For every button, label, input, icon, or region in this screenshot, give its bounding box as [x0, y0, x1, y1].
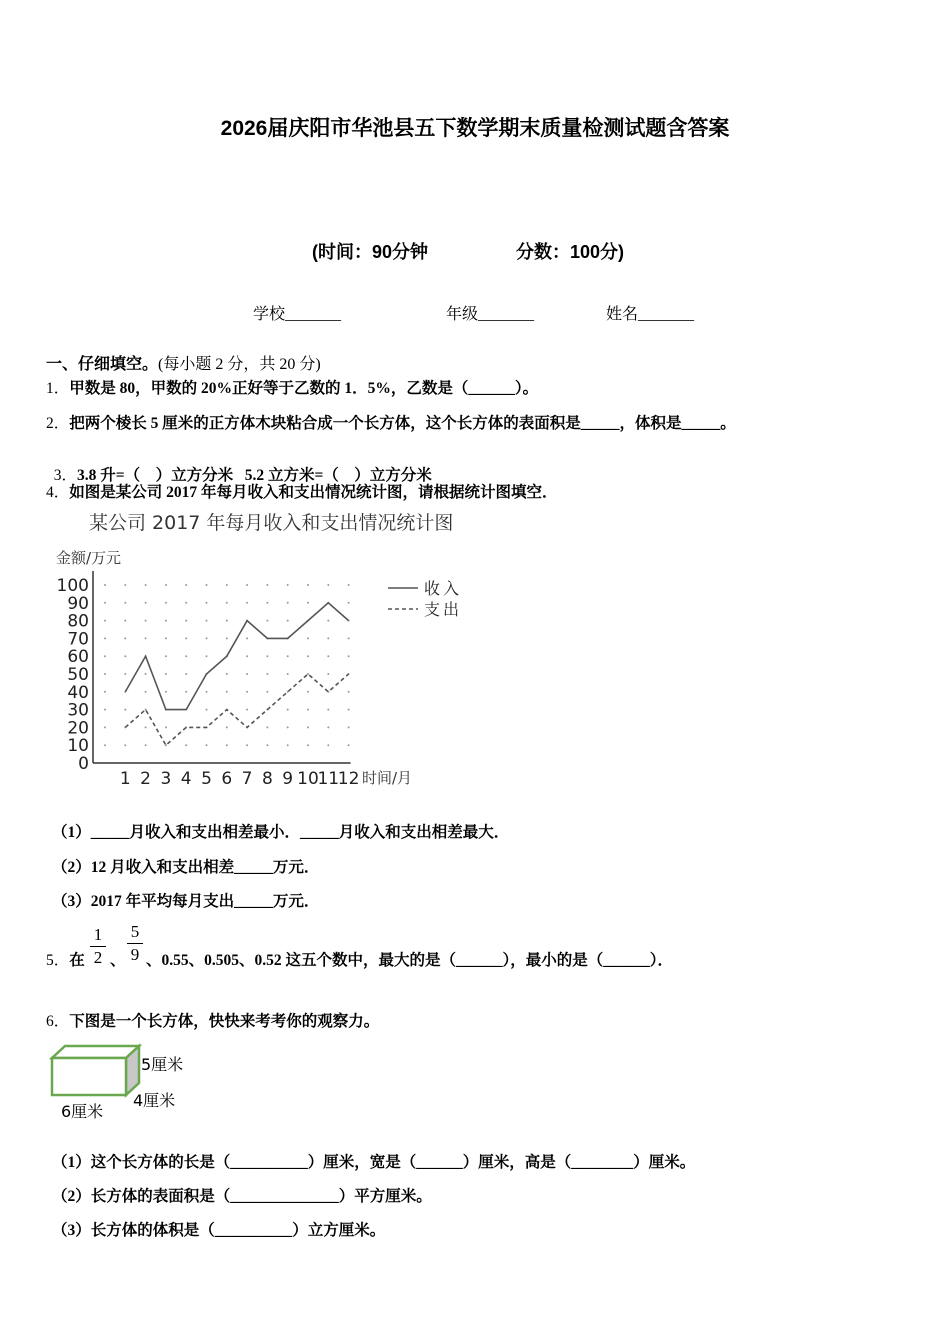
grid-dot [104, 584, 106, 586]
question-4-sub-3: （3）2017 年平均每月支出_____万元． [52, 893, 320, 910]
grid-dot [327, 744, 329, 746]
fraction-bar [127, 943, 143, 944]
grid-dot [246, 709, 248, 711]
grid-dot [307, 602, 309, 604]
y-tick-label: 0 [78, 754, 89, 774]
grid-dot [124, 602, 126, 604]
grid-dot [185, 602, 187, 604]
question-4 [46, 480, 558, 502]
grid-dot [266, 726, 268, 728]
grid-dot [287, 584, 289, 586]
y-tick-label: 80 [67, 611, 89, 632]
grid-dot [206, 602, 208, 604]
grid-dot [165, 744, 167, 746]
series-line-expense [125, 674, 348, 745]
grid-dot [104, 673, 106, 675]
series-line-income [125, 603, 348, 710]
fraction-denominator: 9 [130, 945, 140, 964]
question-4-sub-1: （1）_____月收入和支出相差最小．_____月收入和支出相差最大． [52, 824, 510, 841]
grid-dot [287, 726, 289, 728]
grid-dot [104, 709, 106, 711]
grid-dot [124, 673, 126, 675]
grid-dot [348, 637, 350, 639]
x-tick-label: 11 [317, 769, 340, 789]
question-6-sub-3: （3）长方体的体积是（__________）立方厘米。 [52, 1222, 386, 1239]
grid-dot [165, 637, 167, 639]
cuboid-width-label: 4厘米 [133, 1091, 176, 1110]
grid-dot [165, 584, 167, 586]
question-6-sub-1: （1）这个长方体的长是（__________）厘米，宽是（______）厘米，高是（________）厘米。 [52, 1154, 696, 1171]
grid-dot [266, 584, 268, 586]
grid-dot [104, 602, 106, 604]
question-6-sub-2: （2）长方体的表面积是（______________）平方厘米。 [52, 1188, 432, 1205]
grid-dot [185, 584, 187, 586]
grid-dot [348, 691, 350, 693]
question-number: 1． [46, 380, 70, 397]
grid-dot [124, 744, 126, 746]
y-tick-label: 90 [67, 593, 89, 614]
grid-dot [206, 709, 208, 711]
chart-title: 某公司 2017 年每月收入和支出情况统计图 [89, 512, 454, 534]
legend-label: 收入 [424, 579, 463, 598]
grid-dot [185, 655, 187, 657]
grid-dot [206, 744, 208, 746]
grid-dot [104, 655, 106, 657]
y-tick-label: 40 [67, 682, 89, 703]
grid-dot [307, 709, 309, 711]
grid-dot [307, 691, 309, 693]
fraction-separator: 、 [110, 952, 126, 969]
grid-dot [246, 655, 248, 657]
grid-dot [327, 637, 329, 639]
section-note: (每小题 2 分，共 20 分) [158, 356, 321, 373]
x-tick-label: 3 [160, 769, 172, 789]
grid-dot [246, 584, 248, 586]
question-5 [46, 948, 85, 970]
grid-dot [104, 744, 106, 746]
grid-dot [348, 602, 350, 604]
grid-dot [266, 655, 268, 657]
grid-dot [124, 620, 126, 622]
grid-dot [124, 584, 126, 586]
grid-dot [287, 744, 289, 746]
grid-dot [226, 691, 228, 693]
grid-dot [165, 673, 167, 675]
grid-dot [206, 637, 208, 639]
grid-dot [206, 584, 208, 586]
y-tick-label: 10 [67, 736, 89, 757]
grid-dot [165, 691, 167, 693]
grid-dot [165, 726, 167, 728]
question-number: 5． [46, 952, 70, 969]
question-number: 3． [53, 467, 78, 484]
question-number: 6． [46, 1013, 70, 1030]
grid-dot [287, 673, 289, 675]
y-tick-label: 70 [67, 629, 89, 650]
grid-dot [165, 620, 167, 622]
question-number: 2． [46, 415, 70, 432]
income-expense-line-chart [40, 505, 480, 795]
grid-dot [185, 691, 187, 693]
grid-dot [124, 709, 126, 711]
grid-dot [287, 602, 289, 604]
grid-dot [206, 691, 208, 693]
grid-dot [185, 637, 187, 639]
x-tick-label: 8 [261, 769, 273, 789]
section-title: 一、仔细填空。 [46, 356, 159, 373]
grid-dot [307, 726, 309, 728]
fraction-one-half [90, 925, 106, 968]
y-tick-label: 20 [67, 718, 89, 739]
x-tick-label: 1 [119, 769, 131, 789]
grid-dot [327, 709, 329, 711]
cuboid-length-label: 6厘米 [61, 1102, 104, 1121]
grid-dot [145, 726, 147, 728]
question-4-sub-2: （2）12 月收入和支出相差_____万元． [52, 859, 320, 876]
section-heading [46, 351, 321, 374]
grid-dot [327, 620, 329, 622]
grade-field[interactable]: 年级_______ [446, 306, 535, 323]
grid-dot [165, 602, 167, 604]
x-tick-label: 9 [282, 769, 294, 789]
question-text: 下图是一个长方体，快快来考考你的观察力。 [69, 1013, 380, 1030]
grid-dot [246, 602, 248, 604]
question-prefix: 在 [69, 952, 85, 969]
fraction-numerator: 5 [130, 922, 140, 941]
grid-dot [246, 691, 248, 693]
grid-dot [327, 655, 329, 657]
grid-dot [327, 584, 329, 586]
school-field[interactable]: 学校_______ [253, 306, 342, 323]
y-tick-label: 30 [67, 700, 89, 721]
y-tick-label: 50 [67, 665, 89, 685]
grid-dot [307, 655, 309, 657]
question-6 [46, 1009, 379, 1031]
grid-dot [185, 673, 187, 675]
question-number: 4． [46, 484, 70, 501]
question-2 [46, 411, 736, 433]
grid-dot [104, 620, 106, 622]
question-text: 如图是某公司 2017 年每月收入和支出情况统计图，请根据统计图填空． [69, 484, 558, 501]
grid-dot [104, 726, 106, 728]
question-3 [46, 445, 432, 485]
x-tick-label: 12 [337, 769, 360, 789]
page-title: 2026届庆阳市华池县五下数学期末质量检测试题含答案 [220, 117, 730, 140]
grid-dot [226, 584, 228, 586]
cuboid-height-label: 5厘米 [141, 1055, 184, 1074]
grid-dot [145, 637, 147, 639]
grid-dot [287, 655, 289, 657]
grid-dot [226, 620, 228, 622]
grid-dot [266, 673, 268, 675]
grid-dot [226, 744, 228, 746]
grid-dot [348, 584, 350, 586]
cuboid-top-face [52, 1046, 139, 1058]
name-field[interactable]: 姓名_______ [606, 306, 695, 323]
x-tick-label: 7 [241, 769, 253, 789]
exam-score: 分数：100分) [516, 242, 625, 262]
y-tick-label: 60 [67, 647, 89, 668]
y-axis-label: 金额/万元 [56, 549, 122, 567]
grid-dot [307, 744, 309, 746]
grid-dot [206, 620, 208, 622]
grid-dot [266, 602, 268, 604]
x-tick-label: 10 [297, 769, 319, 789]
grid-dot [206, 655, 208, 657]
grid-dot [348, 744, 350, 746]
x-tick-label: 2 [140, 769, 152, 789]
grid-dot [226, 673, 228, 675]
grid-dot [145, 691, 147, 693]
exam-time: (时间：90分钟 [312, 242, 429, 262]
grid-dot [327, 726, 329, 728]
grid-dot [145, 673, 147, 675]
x-tick-label: 6 [221, 769, 233, 789]
grid-dot [145, 620, 147, 622]
grid-dot [307, 637, 309, 639]
grid-dot [266, 620, 268, 622]
x-tick-label: 4 [180, 769, 192, 789]
cuboid-front-face [52, 1058, 126, 1095]
grid-dot [266, 691, 268, 693]
question-text: 把两个棱长 5 厘米的正方体木块粘合成一个长方体，这个长方体的表面积是_____，体积是_____。 [69, 415, 736, 432]
grid-dot [307, 673, 309, 675]
grid-dot [145, 709, 147, 711]
grid-dot [226, 726, 228, 728]
grid-dot [124, 637, 126, 639]
grid-dot [348, 726, 350, 728]
grid-dot [185, 620, 187, 622]
grid-dot [226, 602, 228, 604]
grid-dot [185, 744, 187, 746]
grid-dot [145, 744, 147, 746]
grid-dot [266, 744, 268, 746]
grid-dot [104, 691, 106, 693]
grid-dot [287, 709, 289, 711]
x-tick-label: 5 [201, 769, 212, 789]
grid-dot [104, 637, 106, 639]
x-axis-label: 时间/月 [362, 769, 413, 787]
question-5-text: 、0.55、0.505、0.52 这五个数中，最大的是（______），最小的是（______）． [146, 952, 674, 969]
grid-dot [348, 655, 350, 657]
question-text: 甲数是 80，甲数的 20%正好等于乙数的 1．5%，乙数是（______）。 [69, 380, 539, 397]
grid-dot [226, 637, 228, 639]
grid-dot [246, 744, 248, 746]
grid-dot [145, 602, 147, 604]
fraction-numerator: 1 [93, 925, 103, 944]
question-1 [46, 376, 538, 398]
grid-dot [327, 673, 329, 675]
grid-dot [145, 584, 147, 586]
grid-dot [287, 620, 289, 622]
grid-dot [124, 655, 126, 657]
fraction-denominator: 2 [93, 948, 103, 967]
grid-dot [246, 673, 248, 675]
y-tick-label: 100 [56, 576, 89, 596]
grid-dot [165, 655, 167, 657]
fraction-five-ninths [127, 922, 143, 965]
grid-dot [307, 584, 309, 586]
grid-dot [246, 637, 248, 639]
legend-label: 支出 [424, 600, 463, 619]
fraction-bar [90, 946, 106, 947]
grid-dot [348, 709, 350, 711]
question-text: 3.8 升=（ ）立方分米 5.2 立方米=（ ）立方分米 [77, 467, 432, 484]
